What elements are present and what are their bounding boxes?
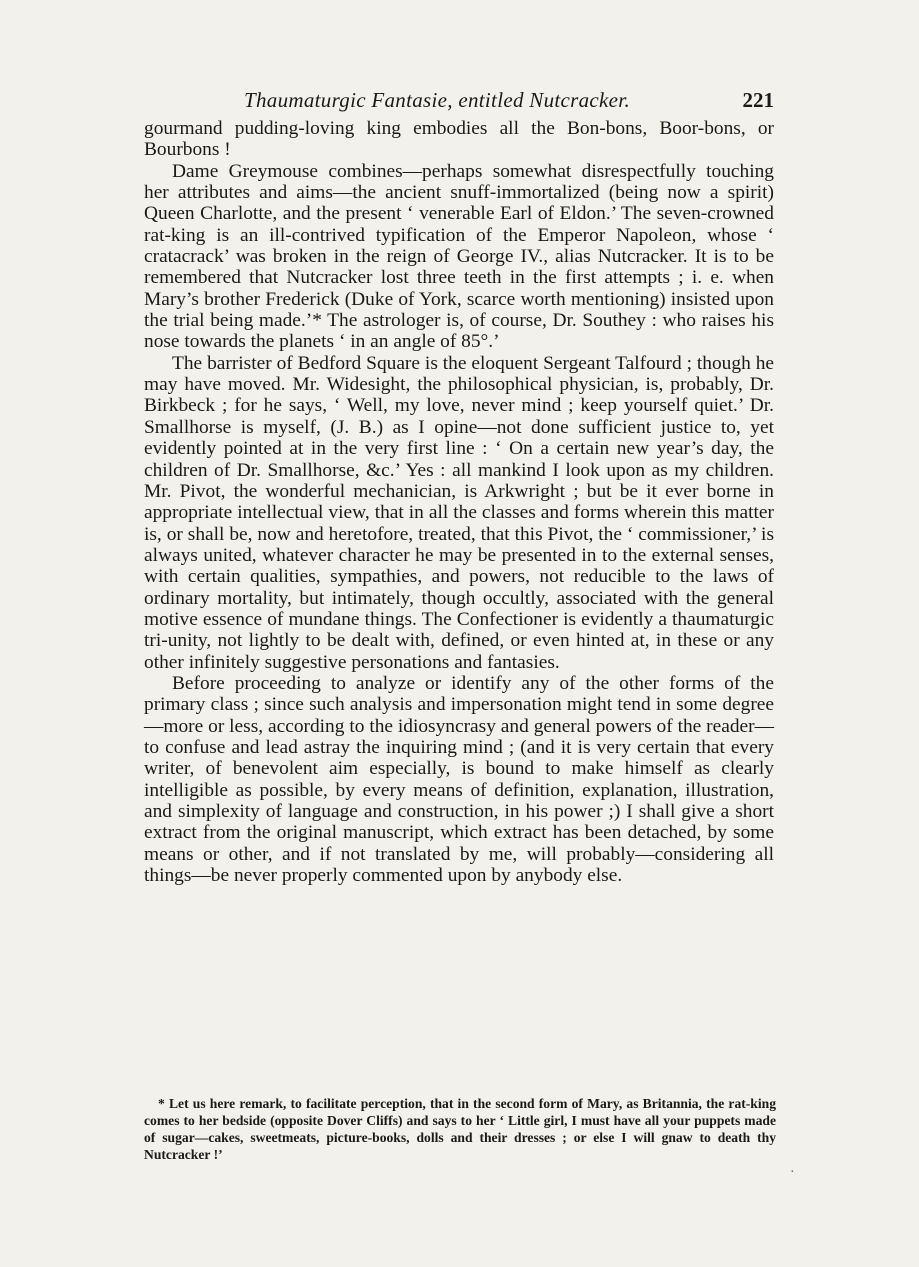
running-head: Thaumaturgic Fantasie, entitled Nutcracker. (244, 88, 630, 112)
footnotes (144, 1095, 776, 1163)
body-text (144, 118, 774, 886)
page-header (144, 88, 774, 114)
page-number: 221 (742, 88, 774, 112)
paragraph-4: Before proceeding to analyze or identify any of the other forms of the primary class ; since such analysis and impersonation might tend in some degree—more or less, according to the idiosyncrasy and general powers of the reader—to confuse and lead astray the inquiring mind ; (and it is very certain that every writer, of benevolent aim especially, is bound to make himself as clearly intelligible as possible, by every means of definition, explanation, illustration, and simplexity of language and construction, in his power ;) I shall give a short extract from the original manuscript, which extract has been detached, by some means or other, and if not translated by me, will probably—considering all things—be never properly commented upon by anybody else. (144, 672, 774, 887)
paragraph-1: gourmand pudding-loving king embodies all the Bon-bons, Boor-bons, or Bourbons ! (144, 118, 774, 161)
paragraph-2: Dame Greymouse combines—perhaps somewhat disrespectfully touching her attributes and aims—the ancient snuff-immortalized (being now a spirit) Queen Charlotte, and the present ‘ venerable Earl of Eldon.’ The seven-crowned rat-king is an ill-contrived typification of the Emperor Napoleon, whose ‘ cratacrack’ was broken in the reign of George IV., alias Nutcracker. It is to be remembered that Nutcracker lost three teeth in the first attempts ; i. e. when Mary’s brother Frederick (Duke of York, scarce worth mentioning) insisted upon the trial being made.’* The astrologer is, of course, Dr. Southey : who raises his nose towards the planets ‘ in an angle of 85°.’ (144, 160, 774, 353)
stray-ink-mark: · (790, 1165, 795, 1180)
footnote: * Let us here remark, to facilitate perception, that in the second form of Mary, as Britannia, the rat-king comes to her bedside (opposite Dover Cliffs) and says to her ‘ Little girl, I must have all your puppets made of sugar—cakes, sweetmeats, picture-books, dolls and their dresses ; or else I will gnaw to death thy Nutcracker !’ (144, 1096, 776, 1162)
paragraph-3: The barrister of Bedford Square is the eloquent Sergeant Talfourd ; though he may have moved. Mr. Widesight, the philosophical physician, is, probably, Dr. Birkbeck ; for he says, ‘ Well, my love, never mind ; keep yourself quiet.’ Dr. Smallhorse is myself, (J. B.) as I opine—not done sufficient justice to, yet evidently pointed at in the very first line : ‘ On a certain new year’s day, the children of Dr. Smallhorse, &c.’ Yes : all mankind I look upon as my children. Mr. Pivot, the wonderful mechanician, is Arkwright ; but be it ever borne in appropriate intellectual view, that in all the classes and forms wherein this matter is, or shall be, now and heretofore, treated, that this Pivot, the ‘ commissioner,’ is always united, whatever character he may be presented in to the external senses, with certain qualities, sympathies, and powers, not reducible to the laws of ordinary mortality, but intimately, though occultly, associated with the general motive essence of mundane things. The Confectioner is evidently a thaumaturgic tri-unity, not lightly to be dealt with, defined, or even hinted at, in these or any other infinitely suggestive personations and fantasies. (144, 352, 774, 673)
